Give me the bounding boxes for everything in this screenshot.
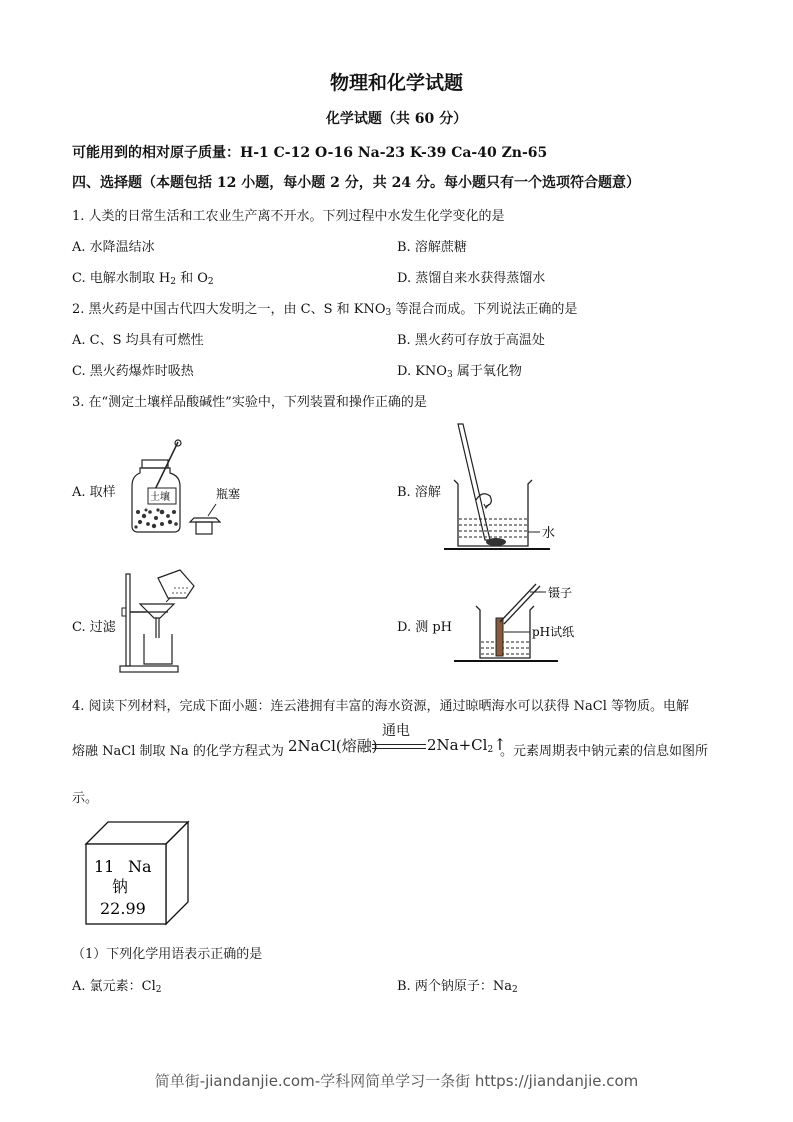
question-3-option-c: C. 过滤 xyxy=(72,620,116,635)
question-2-option-d: D. $KNO_3$ 属于氧化物 xyxy=(397,364,522,380)
label-stopper: 瓶塞 xyxy=(216,487,241,501)
equation-condition: 通电 xyxy=(382,723,410,739)
element-number: 11 xyxy=(94,857,115,876)
sub-question-1-option-b: B. 两个钠原子：$Na_2$ xyxy=(397,979,518,995)
equation-line-bottom xyxy=(372,748,426,749)
element-name: 钠 xyxy=(112,877,129,896)
section-heading: 四、选择题（本题包括 12 小题，每小题 2 分，共 24 分。每小题只有一个选项符合题意） xyxy=(72,175,640,191)
label-soil: 土壤 xyxy=(150,492,170,503)
equation-left: 2NaCl(熔融) xyxy=(288,737,378,755)
question-3-option-d: D. 测 pH xyxy=(397,620,453,635)
question-3-option-a: A. 取样 xyxy=(72,485,116,500)
sodium-element-card xyxy=(84,820,190,926)
question-1-option-d: D. 蒸馏自来水获得蒸馏水 xyxy=(397,271,546,286)
footer-watermark: 简单街-jiandanjie.com-学科网简单学习一条街 https://jiandanjie.com xyxy=(154,1072,639,1090)
question-1-stem: 1. 人类的日常生活和工农业生产离不开水。下列过程中水发生化学变化的是 xyxy=(72,209,505,224)
figure-filtration xyxy=(118,568,198,676)
question-1-option-a: A. 水降温结冰 xyxy=(72,240,155,255)
question-1-option-c: C. 电解水制取 $H_2$ 和 $O_2$ xyxy=(72,271,214,287)
equation-right: $2Na+Cl_2↑$ xyxy=(427,735,507,755)
question-2-option-c: C. 黑火药爆炸时吸热 xyxy=(72,364,194,379)
element-mass: 22.99 xyxy=(100,899,146,918)
question-4-line-2-suffix: 。元素周期表中钠元素的信息如图所 xyxy=(500,744,709,759)
question-4-line-1: 4. 阅读下列材料，完成下面小题：连云港拥有丰富的海水资源，通过晾晒海水可以获得 NaCl 等物质。电解 xyxy=(72,699,690,714)
page-subtitle: 化学试题（共 60 分） xyxy=(325,111,468,127)
sub-question-1-option-a: A. 氯元素：$Cl_2$ xyxy=(72,979,162,995)
label-ph-paper: pH试纸 xyxy=(532,625,575,639)
label-water: 水 xyxy=(542,526,556,541)
figure-ph-test xyxy=(450,582,610,664)
question-2-option-b: B. 黑火药可存放于高温处 xyxy=(397,333,545,348)
label-tweezers: 镊子 xyxy=(548,586,573,600)
equation-line-top xyxy=(372,744,426,745)
page-title: 物理和化学试题 xyxy=(329,72,463,94)
question-3-stem: 3. 在“测定土壤样品酸碱性”实验中，下列装置和操作正确的是 xyxy=(72,395,427,410)
atomic-mass-line: 可能用到的相对原子质量：H-1 C-12 O-16 Na-23 K-39 Ca-40 Zn-65 xyxy=(72,145,548,161)
question-2-option-a: A. C、S 均具有可燃性 xyxy=(72,333,204,348)
element-symbol: Na xyxy=(128,857,152,876)
question-1-option-b: B. 溶解蔗糖 xyxy=(397,240,467,255)
question-4-line-2-prefix: 熔融 NaCl 制取 Na 的化学方程式为 xyxy=(72,744,284,759)
question-4-line-3: 示。 xyxy=(72,791,99,806)
figure-sampling xyxy=(128,438,258,543)
question-3-option-b: B. 溶解 xyxy=(397,485,441,500)
figure-dissolving xyxy=(440,422,590,554)
question-2-stem: 2. 黑火药是中国古代四大发明之一，由 C、S 和 $KNO_3$ 等混合而成。下列说法正确的是 xyxy=(72,302,578,318)
sub-question-1-stem: （1）下列化学用语表示正确的是 xyxy=(72,947,263,962)
